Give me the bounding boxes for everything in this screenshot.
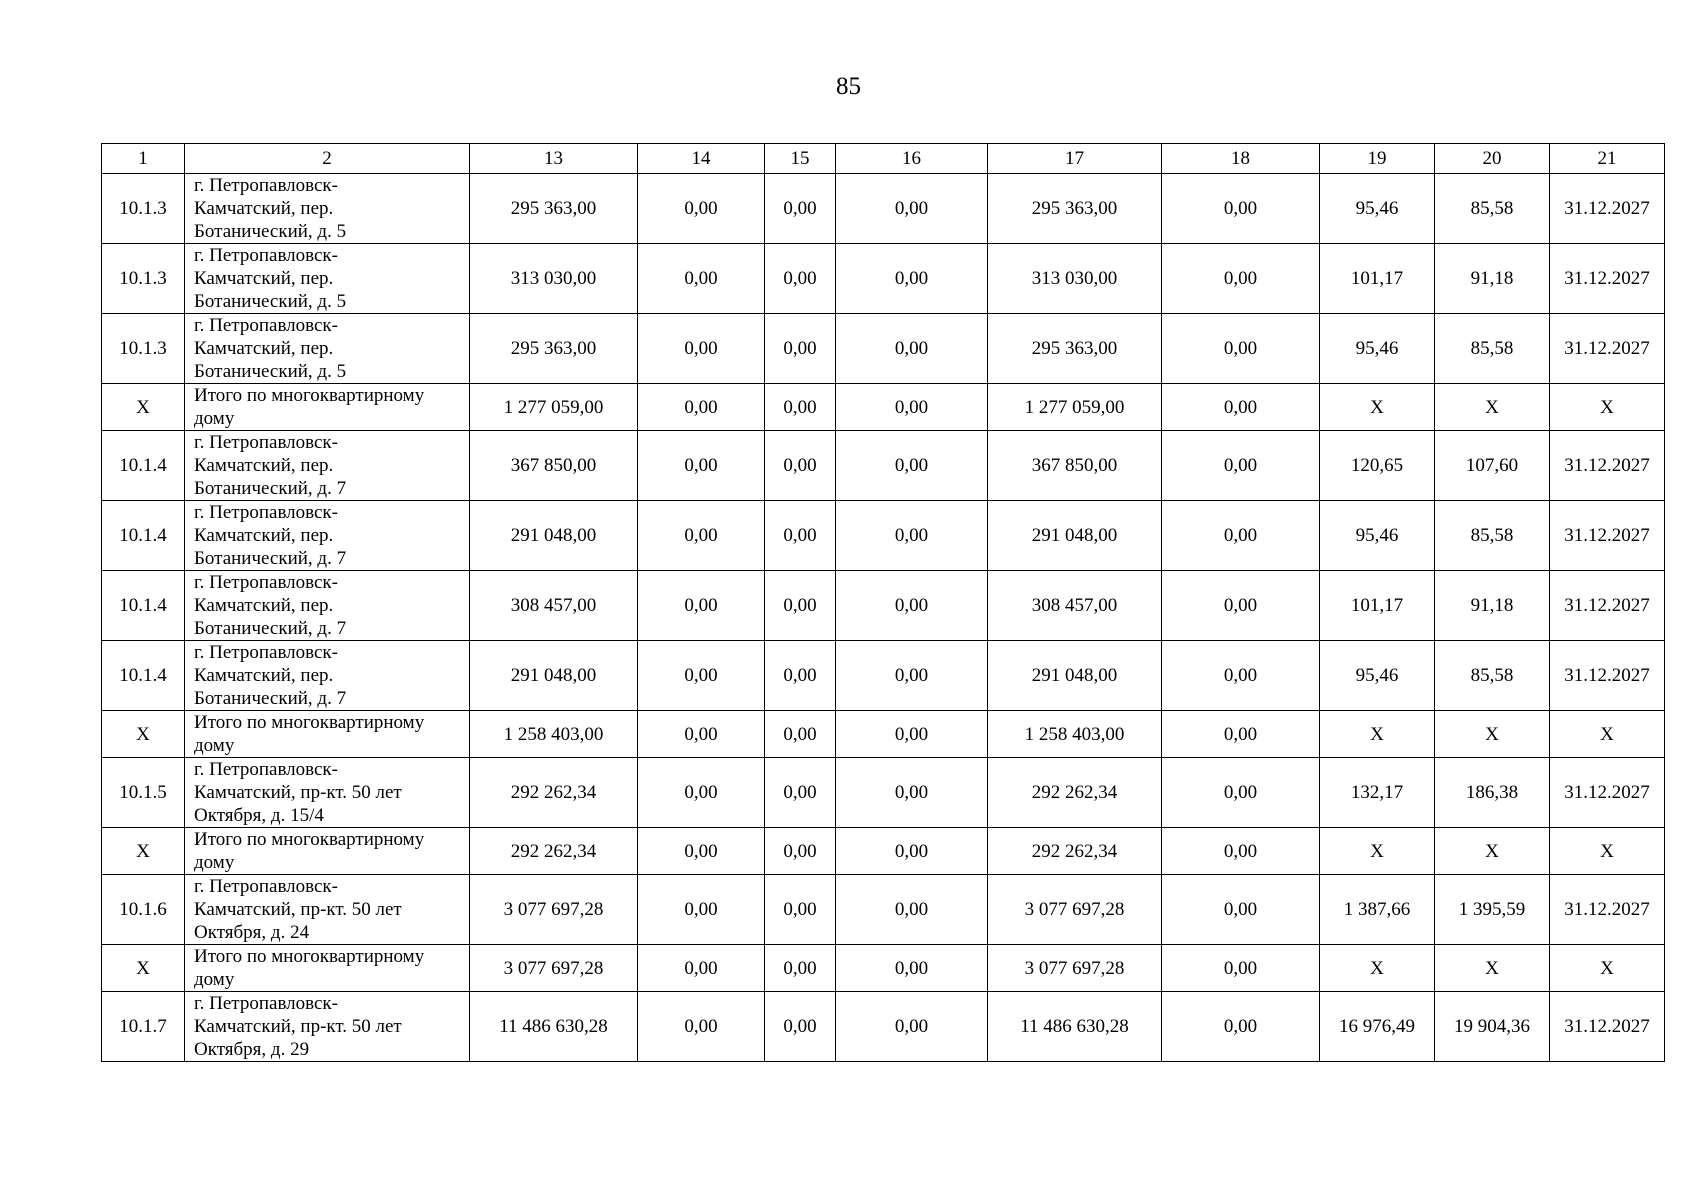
address-line: Камчатский, пер. <box>194 595 334 616</box>
table-cell: Х <box>1320 945 1435 992</box>
table-cell: 291 048,00 <box>470 501 638 571</box>
table-cell: 0,00 <box>765 501 836 571</box>
table-row <box>102 244 1665 314</box>
table-cell: 0,00 <box>638 992 765 1062</box>
address-line: г. Петропавловск- <box>194 876 338 897</box>
table-row <box>102 314 1665 384</box>
total-row <box>102 384 1665 431</box>
table-cell: 16 976,49 <box>1320 992 1435 1062</box>
table-cell: 85,58 <box>1435 314 1550 384</box>
table-cell: 0,00 <box>836 244 988 314</box>
table-cell: 0,00 <box>836 875 988 945</box>
address-line: Итого по многоквартирному <box>194 385 425 406</box>
table-cell: 308 457,00 <box>988 571 1162 641</box>
table-cell: 292 262,34 <box>988 828 1162 875</box>
row-number-cell: 10.1.4 <box>102 571 185 641</box>
address-line: Итого по многоквартирному <box>194 829 425 850</box>
table-cell: 1 277 059,00 <box>988 384 1162 431</box>
table-cell: 120,65 <box>1320 431 1435 501</box>
table-cell: 0,00 <box>638 711 765 758</box>
table-cell: Х <box>1320 828 1435 875</box>
table-row <box>102 758 1665 828</box>
table-cell: 295 363,00 <box>470 314 638 384</box>
address-cell <box>185 431 470 501</box>
table-cell: 0,00 <box>836 501 988 571</box>
table-cell: 91,18 <box>1435 244 1550 314</box>
table-cell: 1 387,66 <box>1320 875 1435 945</box>
address-cell <box>185 758 470 828</box>
table-cell: 367 850,00 <box>988 431 1162 501</box>
address-line: г. Петропавловск- <box>194 642 338 663</box>
table-cell: 0,00 <box>1162 501 1320 571</box>
address-cell <box>185 875 470 945</box>
column-header: 18 <box>1162 144 1320 174</box>
column-header: 15 <box>765 144 836 174</box>
address-cell <box>185 641 470 711</box>
table-cell: 0,00 <box>836 992 988 1062</box>
table-cell: 0,00 <box>1162 711 1320 758</box>
table-cell: 0,00 <box>638 828 765 875</box>
table-cell: 91,18 <box>1435 571 1550 641</box>
total-row <box>102 711 1665 758</box>
address-line: Камчатский, пер. <box>194 338 334 359</box>
column-header: 17 <box>988 144 1162 174</box>
table-cell: 31.12.2027 <box>1550 244 1665 314</box>
table-cell: 1 277 059,00 <box>470 384 638 431</box>
table-cell: 0,00 <box>765 711 836 758</box>
row-number-cell: Х <box>102 945 185 992</box>
table-cell: 1 258 403,00 <box>988 711 1162 758</box>
table-cell: 3 077 697,28 <box>988 945 1162 992</box>
table-cell: 1 395,59 <box>1435 875 1550 945</box>
address-line: Итого по многоквартирному <box>194 712 425 733</box>
address-line: дому <box>194 408 235 429</box>
table-cell: 0,00 <box>1162 431 1320 501</box>
table-row <box>102 571 1665 641</box>
data-table <box>101 143 1665 1062</box>
table-cell: 0,00 <box>765 314 836 384</box>
table-cell: 0,00 <box>1162 875 1320 945</box>
table-cell: 291 048,00 <box>988 641 1162 711</box>
address-line: г. Петропавловск- <box>194 759 338 780</box>
total-row <box>102 945 1665 992</box>
address-line: г. Петропавловск- <box>194 572 338 593</box>
table-cell: 0,00 <box>836 945 988 992</box>
table-cell: 31.12.2027 <box>1550 314 1665 384</box>
table-cell: 0,00 <box>638 174 765 244</box>
row-number-cell: Х <box>102 828 185 875</box>
address-line: Итого по многоквартирному <box>194 946 425 967</box>
address-line: Ботанический, д. 7 <box>194 618 347 639</box>
row-number-cell: 10.1.3 <box>102 314 185 384</box>
address-line: Ботанический, д. 5 <box>194 221 347 242</box>
table-cell: 0,00 <box>638 571 765 641</box>
page-number: 85 <box>836 73 861 100</box>
address-line: дому <box>194 735 235 756</box>
table-cell: 0,00 <box>1162 571 1320 641</box>
table-cell: 292 262,34 <box>470 828 638 875</box>
table-cell: 95,46 <box>1320 641 1435 711</box>
address-line: г. Петропавловск- <box>194 432 338 453</box>
address-line: Ботанический, д. 5 <box>194 291 347 312</box>
table-row <box>102 174 1665 244</box>
column-header: 13 <box>470 144 638 174</box>
total-label-cell <box>185 945 470 992</box>
table-cell: Х <box>1550 384 1665 431</box>
table-cell: 31.12.2027 <box>1550 641 1665 711</box>
column-header: 14 <box>638 144 765 174</box>
table-cell: 0,00 <box>836 174 988 244</box>
table-cell: 0,00 <box>765 174 836 244</box>
table-cell: 292 262,34 <box>988 758 1162 828</box>
table-cell: 292 262,34 <box>470 758 638 828</box>
column-header: 19 <box>1320 144 1435 174</box>
address-line: дому <box>194 852 235 873</box>
table-cell: 291 048,00 <box>470 641 638 711</box>
address-line: Октября, д. 29 <box>194 1039 310 1060</box>
table-cell: 0,00 <box>638 501 765 571</box>
table-cell: 0,00 <box>765 875 836 945</box>
table-cell: 0,00 <box>836 314 988 384</box>
table-cell: 0,00 <box>638 314 765 384</box>
table-cell: 95,46 <box>1320 501 1435 571</box>
table-cell: Х <box>1320 384 1435 431</box>
column-header: 21 <box>1550 144 1665 174</box>
table-cell: Х <box>1550 828 1665 875</box>
address-cell <box>185 174 470 244</box>
table-cell: 0,00 <box>836 384 988 431</box>
address-line: г. Петропавловск- <box>194 245 338 266</box>
table-cell: 0,00 <box>765 571 836 641</box>
row-number-cell: Х <box>102 711 185 758</box>
total-label-cell <box>185 828 470 875</box>
table-cell: 85,58 <box>1435 174 1550 244</box>
total-label-cell <box>185 384 470 431</box>
table-cell: 0,00 <box>1162 174 1320 244</box>
address-cell <box>185 992 470 1062</box>
table-cell: 0,00 <box>765 945 836 992</box>
table-row <box>102 501 1665 571</box>
table-cell: 85,58 <box>1435 501 1550 571</box>
table-cell: 11 486 630,28 <box>988 992 1162 1062</box>
table-cell: 31.12.2027 <box>1550 992 1665 1062</box>
address-line: Камчатский, пер. <box>194 665 334 686</box>
address-line: Октября, д. 24 <box>194 922 310 943</box>
address-line: Камчатский, пр-кт. 50 лет <box>194 1016 402 1037</box>
address-line: Ботанический, д. 7 <box>194 478 347 499</box>
table-cell: 313 030,00 <box>988 244 1162 314</box>
table-cell: Х <box>1550 711 1665 758</box>
table-cell: 0,00 <box>638 875 765 945</box>
total-row <box>102 828 1665 875</box>
header-row <box>102 144 1665 174</box>
table-cell: 0,00 <box>1162 828 1320 875</box>
table-cell: 0,00 <box>836 758 988 828</box>
table-cell: 31.12.2027 <box>1550 571 1665 641</box>
table-cell: 0,00 <box>836 641 988 711</box>
table-cell: 291 048,00 <box>988 501 1162 571</box>
table-cell: 0,00 <box>765 244 836 314</box>
table-cell: 0,00 <box>638 431 765 501</box>
table-cell: 3 077 697,28 <box>988 875 1162 945</box>
address-cell <box>185 571 470 641</box>
column-header: 16 <box>836 144 988 174</box>
row-number-cell: 10.1.3 <box>102 174 185 244</box>
table-cell: 367 850,00 <box>470 431 638 501</box>
address-line: Камчатский, пер. <box>194 525 334 546</box>
address-line: Ботанический, д. 7 <box>194 688 347 709</box>
table-cell: 0,00 <box>836 571 988 641</box>
table-cell: 19 904,36 <box>1435 992 1550 1062</box>
table-cell: 0,00 <box>1162 758 1320 828</box>
table-cell: 95,46 <box>1320 314 1435 384</box>
table-cell: 1 258 403,00 <box>470 711 638 758</box>
table-cell: 101,17 <box>1320 244 1435 314</box>
total-label-cell <box>185 711 470 758</box>
table-cell: 31.12.2027 <box>1550 875 1665 945</box>
address-line: г. Петропавловск- <box>194 993 338 1014</box>
table-row <box>102 992 1665 1062</box>
address-line: Ботанический, д. 7 <box>194 548 347 569</box>
table-cell: 295 363,00 <box>470 174 638 244</box>
table-cell: 31.12.2027 <box>1550 501 1665 571</box>
table-cell: 0,00 <box>1162 244 1320 314</box>
address-cell <box>185 314 470 384</box>
table-cell: 0,00 <box>765 384 836 431</box>
table-cell: 0,00 <box>1162 641 1320 711</box>
table-cell: 0,00 <box>836 431 988 501</box>
address-line: Камчатский, пер. <box>194 455 334 476</box>
table-body <box>102 144 1665 1062</box>
address-line: г. Петропавловск- <box>194 315 338 336</box>
table-cell: 0,00 <box>638 945 765 992</box>
table-cell: 0,00 <box>1162 384 1320 431</box>
table-cell: 11 486 630,28 <box>470 992 638 1062</box>
address-line: г. Петропавловск- <box>194 175 338 196</box>
table-cell: 31.12.2027 <box>1550 174 1665 244</box>
table-cell: 308 457,00 <box>470 571 638 641</box>
row-number-cell: 10.1.5 <box>102 758 185 828</box>
table-cell: Х <box>1550 945 1665 992</box>
table-row <box>102 431 1665 501</box>
table-cell: Х <box>1435 384 1550 431</box>
row-number-cell: 10.1.6 <box>102 875 185 945</box>
row-number-cell: 10.1.4 <box>102 431 185 501</box>
table-cell: 0,00 <box>765 828 836 875</box>
table-cell: 0,00 <box>836 828 988 875</box>
table-cell: 95,46 <box>1320 174 1435 244</box>
table-cell: 0,00 <box>765 431 836 501</box>
row-number-cell: 10.1.4 <box>102 641 185 711</box>
address-cell <box>185 244 470 314</box>
table-cell: 0,00 <box>638 244 765 314</box>
address-line: Камчатский, пер. <box>194 198 334 219</box>
address-line: Октября, д. 15/4 <box>194 805 324 826</box>
address-line: Камчатский, пер. <box>194 268 334 289</box>
column-header: 1 <box>102 144 185 174</box>
table-cell: Х <box>1435 945 1550 992</box>
table-cell: 0,00 <box>1162 992 1320 1062</box>
table-cell: 3 077 697,28 <box>470 875 638 945</box>
table-cell: 313 030,00 <box>470 244 638 314</box>
table-cell: 107,60 <box>1435 431 1550 501</box>
table-cell: 0,00 <box>638 641 765 711</box>
address-line: г. Петропавловск- <box>194 502 338 523</box>
table-cell: Х <box>1435 828 1550 875</box>
table-cell: 295 363,00 <box>988 174 1162 244</box>
row-number-cell: 10.1.3 <box>102 244 185 314</box>
table-cell: 0,00 <box>765 758 836 828</box>
table-cell: 0,00 <box>638 384 765 431</box>
row-number-cell: Х <box>102 384 185 431</box>
table-row <box>102 875 1665 945</box>
table-cell: 0,00 <box>765 641 836 711</box>
address-line: Камчатский, пр-кт. 50 лет <box>194 899 402 920</box>
address-cell <box>185 501 470 571</box>
table-cell: 295 363,00 <box>988 314 1162 384</box>
address-line: Ботанический, д. 5 <box>194 361 347 382</box>
column-header: 2 <box>185 144 470 174</box>
table-cell: 132,17 <box>1320 758 1435 828</box>
table-cell: 101,17 <box>1320 571 1435 641</box>
table-cell: Х <box>1435 711 1550 758</box>
table-cell: 0,00 <box>638 758 765 828</box>
table-cell: 31.12.2027 <box>1550 758 1665 828</box>
column-header: 20 <box>1435 144 1550 174</box>
table-cell: 0,00 <box>1162 314 1320 384</box>
table-row <box>102 641 1665 711</box>
address-line: дому <box>194 969 235 990</box>
table-cell: 0,00 <box>836 711 988 758</box>
table-cell: 0,00 <box>1162 945 1320 992</box>
table-cell: 3 077 697,28 <box>470 945 638 992</box>
row-number-cell: 10.1.4 <box>102 501 185 571</box>
table-cell: 85,58 <box>1435 641 1550 711</box>
table-cell: 31.12.2027 <box>1550 431 1665 501</box>
table-cell: 0,00 <box>765 992 836 1062</box>
address-line: Камчатский, пр-кт. 50 лет <box>194 782 402 803</box>
table-cell: Х <box>1320 711 1435 758</box>
row-number-cell: 10.1.7 <box>102 992 185 1062</box>
table-cell: 186,38 <box>1435 758 1550 828</box>
